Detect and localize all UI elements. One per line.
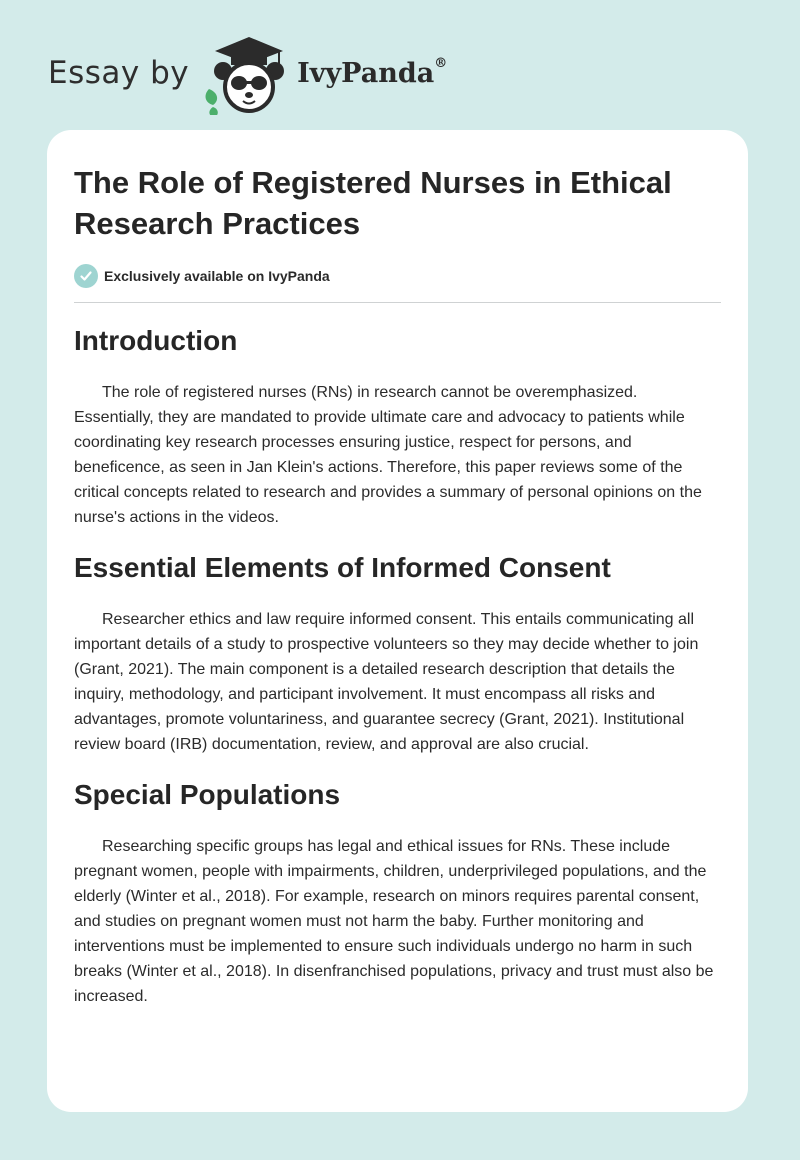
section-paragraph: Researcher ethics and law require informed consent. This entails communicating all important details of a study to prospective volunteers so they may decide whether to join (Grant, 2021). The main component is a detailed research description that details the inquiry, methodology, and participant involvement. It must encompass all risks and advantages, promote voluntariness, and guarantee secrecy (Grant, 2021). Institutional review board (IRB) documentation, review, and approval are also crucial.: [74, 611, 699, 753]
section-heading: Special Populations: [74, 779, 341, 810]
essay-by-label: Essay by: [48, 55, 190, 91]
exclusive-badge: [74, 264, 721, 303]
exclusive-badge-text: Exclusively available on IvyPanda: [104, 268, 330, 284]
section-introduction: [74, 324, 721, 530]
section-paragraph: Researching specific groups has legal and ethical issues for RNs. These include pregnant women, people with impairments, children, underprivileged populations, and the elderly (Winter et al., 2018). For example, research on minors requires parental consent, and studies on pregnant women must not harm the baby. Further monitoring and interventions must be implemented to ensure such individuals undergo no harm in such breaks (Winter et al., 2018). In disenfranchised populations, privacy and trust must also be increased.: [74, 838, 714, 1005]
panda-logo-icon[interactable]: [201, 31, 293, 115]
section-special-populations: [74, 778, 721, 1009]
section-heading: Introduction: [74, 325, 238, 356]
brand-name[interactable]: IvyPanda®: [297, 55, 448, 89]
section-paragraph: The role of registered nurses (RNs) in research cannot be overemphasized. Essentially, they are mandated to provide ultimate care and advocacy to patients while coordinating key research processes ensuring justice, respect for persons, and beneficence, as seen in Jan Klein's actions. Therefore, this paper reviews some of the critical concepts related to research and provides a summary of personal opinions on the nurse's actions in the videos.: [74, 384, 702, 526]
section-informed-consent: [74, 551, 721, 757]
check-circle-icon: [74, 264, 98, 288]
registered-mark: ®: [434, 55, 448, 71]
essay-card: [47, 130, 748, 1112]
essay-title: The Role of Registered Nurses in Ethical Research Practices: [74, 165, 672, 241]
site-header: [48, 28, 447, 118]
section-heading: Essential Elements of Informed Consent: [74, 552, 611, 583]
